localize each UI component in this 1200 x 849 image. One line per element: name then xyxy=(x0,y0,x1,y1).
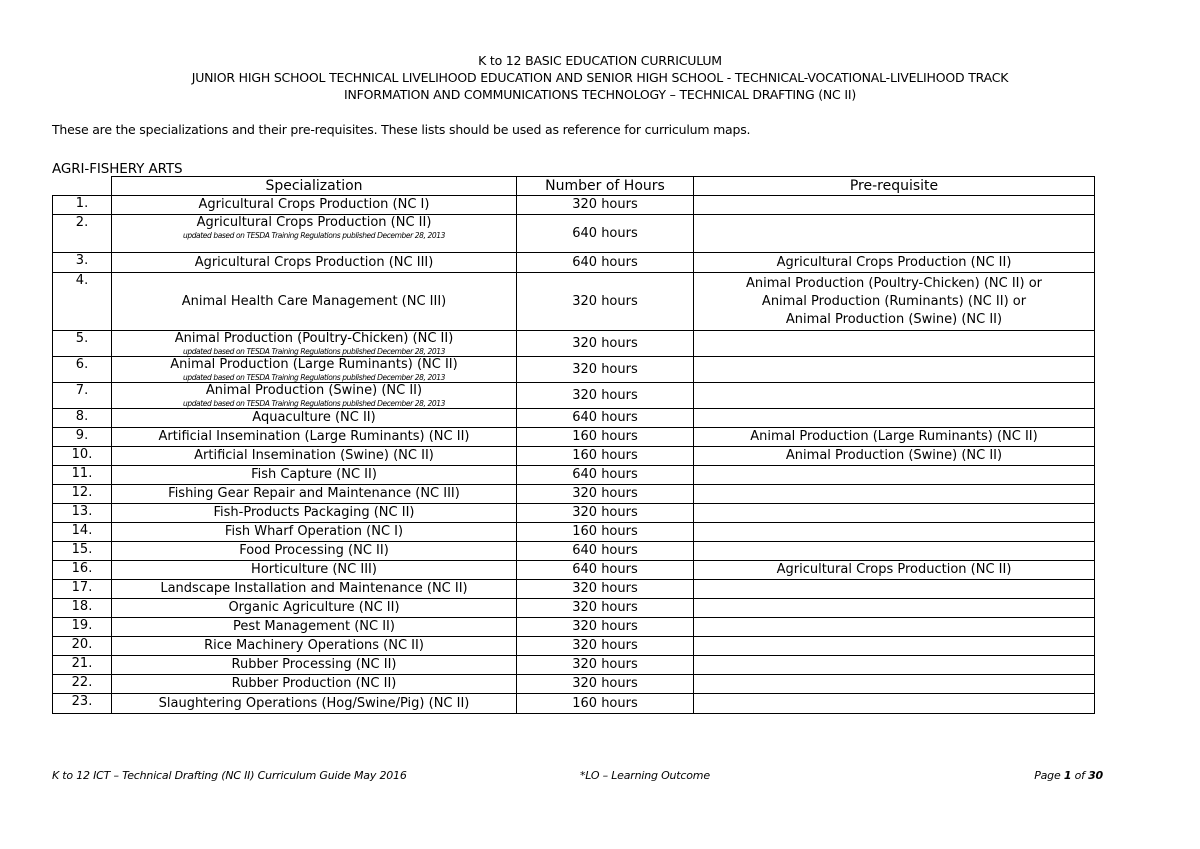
specialization-cell xyxy=(112,637,517,656)
document-header xyxy=(0,52,1200,103)
specialization-cell xyxy=(112,523,517,542)
row-number: 15. xyxy=(53,542,112,561)
table-header-row xyxy=(53,177,1095,196)
specialization-name: Fish Capture (NC II) xyxy=(251,467,377,482)
row-number: 23. xyxy=(53,694,112,714)
row-number: 1. xyxy=(53,196,112,215)
prerequisite-cell xyxy=(694,409,1095,428)
specialization-cell xyxy=(112,273,517,331)
prerequisite-cell xyxy=(694,383,1095,409)
footer-page xyxy=(1034,769,1103,782)
prerequisite-cell xyxy=(694,637,1095,656)
section-title: AGRI-FISHERY ARTS xyxy=(52,161,183,177)
row-number: 2. xyxy=(53,215,112,253)
specialization-name: Rice Machinery Operations (NC II) xyxy=(204,638,424,653)
hours-cell: 640 hours xyxy=(517,561,694,580)
specialization-note: updated based on TESDA Training Regulations published December 28, 2013 xyxy=(182,347,445,356)
specialization-table xyxy=(52,176,1095,714)
specialization-name: Agricultural Crops Production (NC III) xyxy=(194,254,434,270)
table-row xyxy=(53,694,1095,714)
footer-page-of: of xyxy=(1074,769,1085,782)
specialization-cell xyxy=(112,215,517,253)
footer-page-current: 1 xyxy=(1063,769,1072,782)
intro-text: These are the specializations and their pre-requisites. These lists should be used as reference for curriculum maps. xyxy=(52,122,751,137)
prerequisite-cell xyxy=(694,428,1095,447)
specialization-cell xyxy=(112,428,517,447)
hours-cell: 640 hours xyxy=(517,409,694,428)
specialization-name: Pest Management (NC II) xyxy=(233,619,395,634)
specialization-name: Rubber Processing (NC II) xyxy=(231,657,397,672)
specialization-cell xyxy=(112,196,517,215)
table-row xyxy=(53,523,1095,542)
specialization-name: Animal Production (Poultry-Chicken) (NC II) xyxy=(174,331,454,346)
hours-cell: 320 hours xyxy=(517,580,694,599)
hours-cell: 320 hours xyxy=(517,196,694,215)
specialization-name: Artificial Insemination (Swine) (NC II) xyxy=(194,448,434,463)
prerequisite-cell xyxy=(694,618,1095,637)
hours-cell: 160 hours xyxy=(517,694,694,714)
prerequisite-line: Agricultural Crops Production (NC II) xyxy=(776,562,1012,577)
prerequisite-cell xyxy=(694,273,1095,331)
table-row xyxy=(53,409,1095,428)
specialization-cell xyxy=(112,504,517,523)
footer-page-total: 30 xyxy=(1088,769,1103,782)
specialization-name: Aquaculture (NC II) xyxy=(252,410,376,425)
row-number: 5. xyxy=(53,331,112,357)
row-number: 20. xyxy=(53,637,112,656)
table-row xyxy=(53,273,1095,331)
hours-cell: 320 hours xyxy=(517,599,694,618)
row-number: 22. xyxy=(53,675,112,694)
table-body xyxy=(53,196,1095,714)
header-hours: Number of Hours xyxy=(517,177,694,196)
row-number: 3. xyxy=(53,253,112,273)
footer-left: K to 12 ICT – Technical Drafting (NC II) Curriculum Guide May 2016 xyxy=(52,769,407,782)
prerequisite-cell xyxy=(694,561,1095,580)
hours-cell: 160 hours xyxy=(517,447,694,466)
specialization-cell xyxy=(112,561,517,580)
table-row xyxy=(53,580,1095,599)
header-prerequisite: Pre-requisite xyxy=(694,177,1095,196)
specialization-cell xyxy=(112,357,517,383)
specialization-cell xyxy=(112,580,517,599)
table-row xyxy=(53,215,1095,253)
row-number: 19. xyxy=(53,618,112,637)
specialization-cell xyxy=(112,253,517,273)
specialization-name: Animal Production (Swine) (NC II) xyxy=(205,383,423,398)
row-number: 6. xyxy=(53,357,112,383)
specialization-cell xyxy=(112,447,517,466)
prerequisite-cell xyxy=(694,656,1095,675)
hours-cell: 320 hours xyxy=(517,485,694,504)
specialization-cell xyxy=(112,331,517,357)
table-row xyxy=(53,447,1095,466)
hours-cell: 640 hours xyxy=(517,466,694,485)
table-row xyxy=(53,331,1095,357)
specialization-note: updated based on TESDA Training Regulations published December 28, 2013 xyxy=(182,399,445,408)
row-number: 21. xyxy=(53,656,112,675)
prerequisite-cell xyxy=(694,331,1095,357)
specialization-name: Horticulture (NC III) xyxy=(251,562,377,577)
table-row xyxy=(53,637,1095,656)
prerequisite-line: Animal Production (Poultry-Chicken) (NC II) or xyxy=(745,275,1043,291)
specialization-name: Food Processing (NC II) xyxy=(239,543,389,558)
prerequisite-cell xyxy=(694,485,1095,504)
row-number: 11. xyxy=(53,466,112,485)
prerequisite-line: Animal Production (Ruminants) (NC II) or xyxy=(761,293,1027,309)
hours-cell: 320 hours xyxy=(517,618,694,637)
table-row xyxy=(53,466,1095,485)
prerequisite-line: Agricultural Crops Production (NC II) xyxy=(776,254,1012,270)
hours-cell: 320 hours xyxy=(517,383,694,409)
row-number: 16. xyxy=(53,561,112,580)
prerequisite-cell xyxy=(694,504,1095,523)
hours-cell: 320 hours xyxy=(517,331,694,357)
prerequisite-line: Animal Production (Swine) (NC II) xyxy=(785,311,1003,327)
specialization-note: updated based on TESDA Training Regulations published December 28, 2013 xyxy=(182,231,445,240)
specialization-name: Landscape Installation and Maintenance (NC II) xyxy=(160,581,468,596)
specialization-name: Fish Wharf Operation (NC I) xyxy=(224,524,404,539)
specialization-note: updated based on TESDA Training Regulations published December 28, 2013 xyxy=(182,373,445,382)
hours-cell: 640 hours xyxy=(517,542,694,561)
hours-cell: 640 hours xyxy=(517,215,694,253)
specialization-cell xyxy=(112,694,517,714)
row-number: 8. xyxy=(53,409,112,428)
row-number: 12. xyxy=(53,485,112,504)
specialization-cell xyxy=(112,618,517,637)
hours-cell: 320 hours xyxy=(517,357,694,383)
table-row xyxy=(53,196,1095,215)
footer-page-prefix: Page xyxy=(1034,769,1061,782)
row-number: 9. xyxy=(53,428,112,447)
specialization-name: Fishing Gear Repair and Maintenance (NC III) xyxy=(168,486,460,501)
hours-cell: 320 hours xyxy=(517,504,694,523)
table-row xyxy=(53,504,1095,523)
row-number: 18. xyxy=(53,599,112,618)
specialization-name: Rubber Production (NC II) xyxy=(231,676,397,691)
prerequisite-line: Animal Production (Large Ruminants) (NC II) xyxy=(750,429,1038,444)
table-row xyxy=(53,599,1095,618)
prerequisite-cell xyxy=(694,599,1095,618)
specialization-name: Organic Agriculture (NC II) xyxy=(228,600,400,615)
footer-center: *LO – Learning Outcome xyxy=(580,769,710,782)
specialization-name: Agricultural Crops Production (NC I) xyxy=(198,197,430,212)
table-row xyxy=(53,675,1095,694)
prerequisite-line: Animal Production (Swine) (NC II) xyxy=(785,448,1003,463)
prerequisite-cell xyxy=(694,196,1095,215)
prerequisite-cell xyxy=(694,253,1095,273)
row-number: 7. xyxy=(53,383,112,409)
prerequisite-cell xyxy=(694,542,1095,561)
specialization-name: Slaughtering Operations (Hog/Swine/Pig) (NC II) xyxy=(158,695,470,711)
specialization-name: Animal Health Care Management (NC III) xyxy=(181,293,447,309)
specialization-cell xyxy=(112,656,517,675)
hours-cell: 320 hours xyxy=(517,656,694,675)
specialization-cell xyxy=(112,599,517,618)
hours-cell: 640 hours xyxy=(517,253,694,273)
prerequisite-cell xyxy=(694,357,1095,383)
row-number: 4. xyxy=(53,273,112,331)
prerequisite-cell xyxy=(694,466,1095,485)
header-blank-cell xyxy=(53,177,112,196)
prerequisite-cell xyxy=(694,580,1095,599)
specialization-cell xyxy=(112,675,517,694)
table-row xyxy=(53,428,1095,447)
table-row xyxy=(53,357,1095,383)
hours-cell: 160 hours xyxy=(517,523,694,542)
prerequisite-cell xyxy=(694,215,1095,253)
specialization-cell xyxy=(112,542,517,561)
table-row xyxy=(53,656,1095,675)
specialization-cell xyxy=(112,409,517,428)
header-line-1: K to 12 BASIC EDUCATION CURRICULUM xyxy=(478,53,722,68)
table-row xyxy=(53,542,1095,561)
specialization-cell xyxy=(112,466,517,485)
specialization-cell xyxy=(112,383,517,409)
prerequisite-cell xyxy=(694,523,1095,542)
specialization-name: Artificial Insemination (Large Ruminants) (NC II) xyxy=(158,429,470,444)
row-number: 10. xyxy=(53,447,112,466)
specialization-name: Agricultural Crops Production (NC II) xyxy=(196,215,432,230)
table-row xyxy=(53,253,1095,273)
specialization-name: Fish-Products Packaging (NC II) xyxy=(213,505,415,520)
specialization-name: Animal Production (Large Ruminants) (NC II) xyxy=(170,357,458,372)
table-row xyxy=(53,485,1095,504)
hours-cell: 160 hours xyxy=(517,428,694,447)
hours-cell: 320 hours xyxy=(517,637,694,656)
row-number: 14. xyxy=(53,523,112,542)
prerequisite-cell xyxy=(694,675,1095,694)
hours-cell: 320 hours xyxy=(517,675,694,694)
header-specialization: Specialization xyxy=(112,177,517,196)
hours-cell: 320 hours xyxy=(517,273,694,331)
header-line-2: JUNIOR HIGH SCHOOL TECHNICAL LIVELIHOOD EDUCATION AND SENIOR HIGH SCHOOL - TECHNICAL-VOCATIONAL-LIVELIHOOD TRACK xyxy=(191,70,1009,85)
specialization-cell xyxy=(112,485,517,504)
prerequisite-cell xyxy=(694,447,1095,466)
prerequisite-cell xyxy=(694,694,1095,714)
row-number: 13. xyxy=(53,504,112,523)
header-line-3: INFORMATION AND COMMUNICATIONS TECHNOLOGY – TECHNICAL DRAFTING (NC II) xyxy=(343,87,856,102)
row-number: 17. xyxy=(53,580,112,599)
table-row xyxy=(53,383,1095,409)
table-row xyxy=(53,618,1095,637)
table-row xyxy=(53,561,1095,580)
